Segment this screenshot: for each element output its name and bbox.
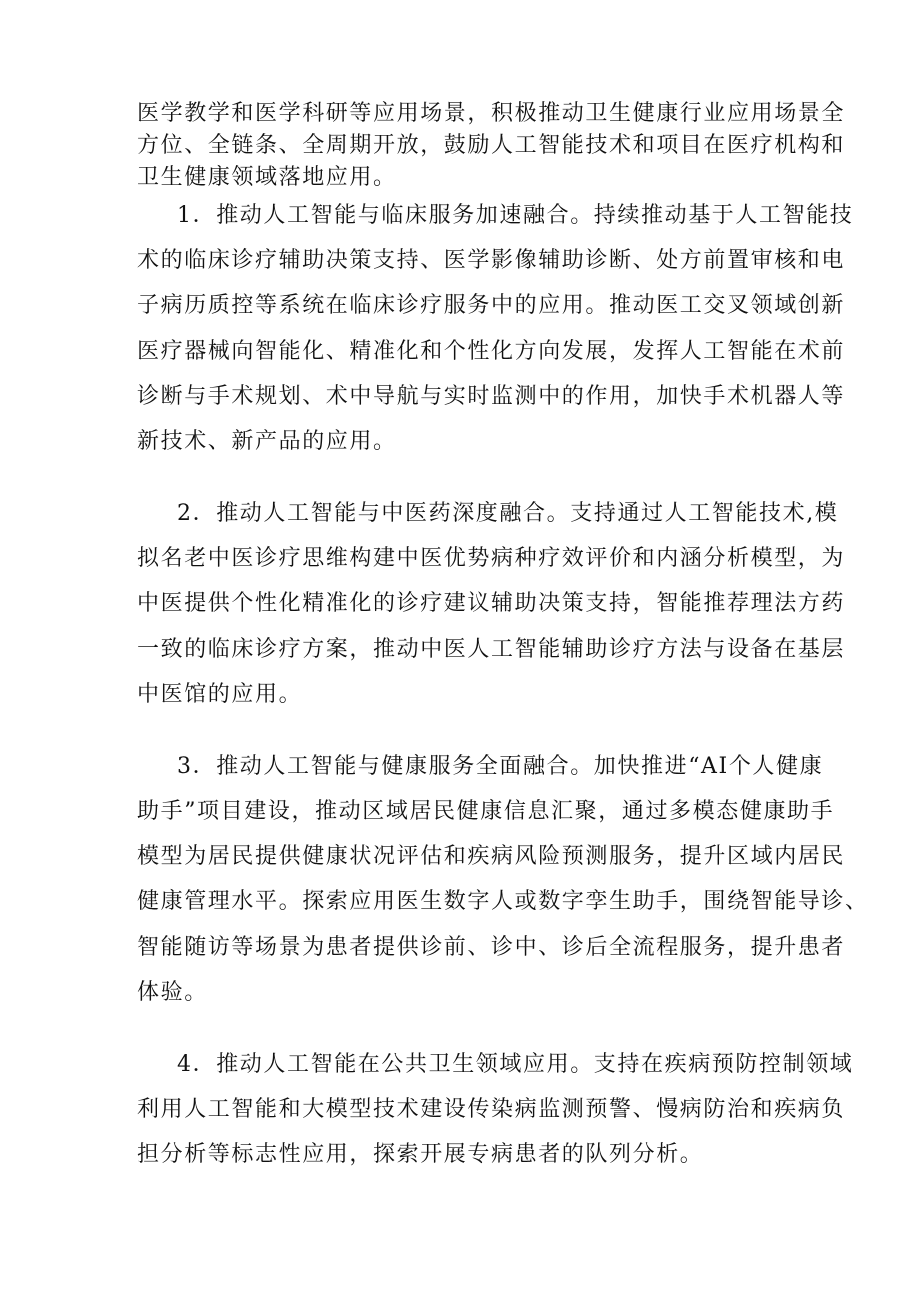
text-line: 模型为居民提供健康状况评估和疾病风险预测服务，提升区域内居民 (137, 844, 846, 869)
text-line: 新技术、新产品的应用。 (137, 429, 397, 454)
text-line: 医学教学和医学科研等应用场景，积极推动卫生健康行业应用场景全 (137, 101, 846, 126)
text-line: 1．推动人工智能与临床服务加速融合。持续推动基于人工智能技 (177, 203, 854, 228)
text-line: 诊断与手术规划、术中导航与实时监测中的作用，加快手术机器人等 (137, 384, 846, 409)
text-line: 4．推动人工智能在公共卫生领域应用。支持在疾病预防控制领域 (177, 1052, 854, 1077)
text-line: 助手”项目建设，推动区域居民健康信息汇聚，通过多模态健康助手 (137, 799, 835, 824)
text-line: 3．推动人工智能与健康服务全面融合。加快推进“AI个人健康 (177, 754, 824, 779)
text-line: 利用人工智能和大模型技术建设传染病监测预警、慢病防治和疾病负 (137, 1097, 846, 1122)
text-line: 方位、全链条、全周期开放，鼓励人工智能技术和项目在医疗机构和 (137, 133, 846, 158)
text-line: 中医馆的应用。 (137, 682, 303, 707)
text-line: 健康管理水平。探索应用医生数字人或数字孪生助手，围绕智能导诊、 (137, 889, 869, 914)
text-line: 子病历质控等系统在临床诊疗服务中的应用。推动医工交叉领域创新 (137, 293, 846, 318)
text-line: 拟名老中医诊疗思维构建中医优势病种疗效评价和内涵分析模型，为 (137, 546, 846, 571)
text-line: 医疗器械向智能化、精准化和个性化方向发展，发挥人工智能在术前 (137, 339, 846, 364)
text-line: 术的临床诊疗辅助决策支持、医学影像辅助诊断、处方前置审核和电 (137, 248, 846, 273)
text-line: 一致的临床诊疗方案，推动中医人工智能辅助诊疗方法与设备在基层 (137, 637, 846, 662)
text-line: 中医提供个性化精准化的诊疗建议辅助决策支持，智能推荐理法方药 (137, 591, 846, 616)
text-line: 卫生健康领域落地应用。 (137, 165, 397, 190)
text-line: 担分析等标志性应用，探索开展专病患者的队列分析。 (137, 1142, 704, 1167)
text-line: 体验。 (137, 980, 208, 1005)
text-line: 2．推动人工智能与中医药深度融合。支持通过人工智能技术,模 (177, 501, 839, 526)
text-line: 智能随访等场景为患者提供诊前、诊中、诊后全流程服务，提升患者 (137, 935, 846, 960)
